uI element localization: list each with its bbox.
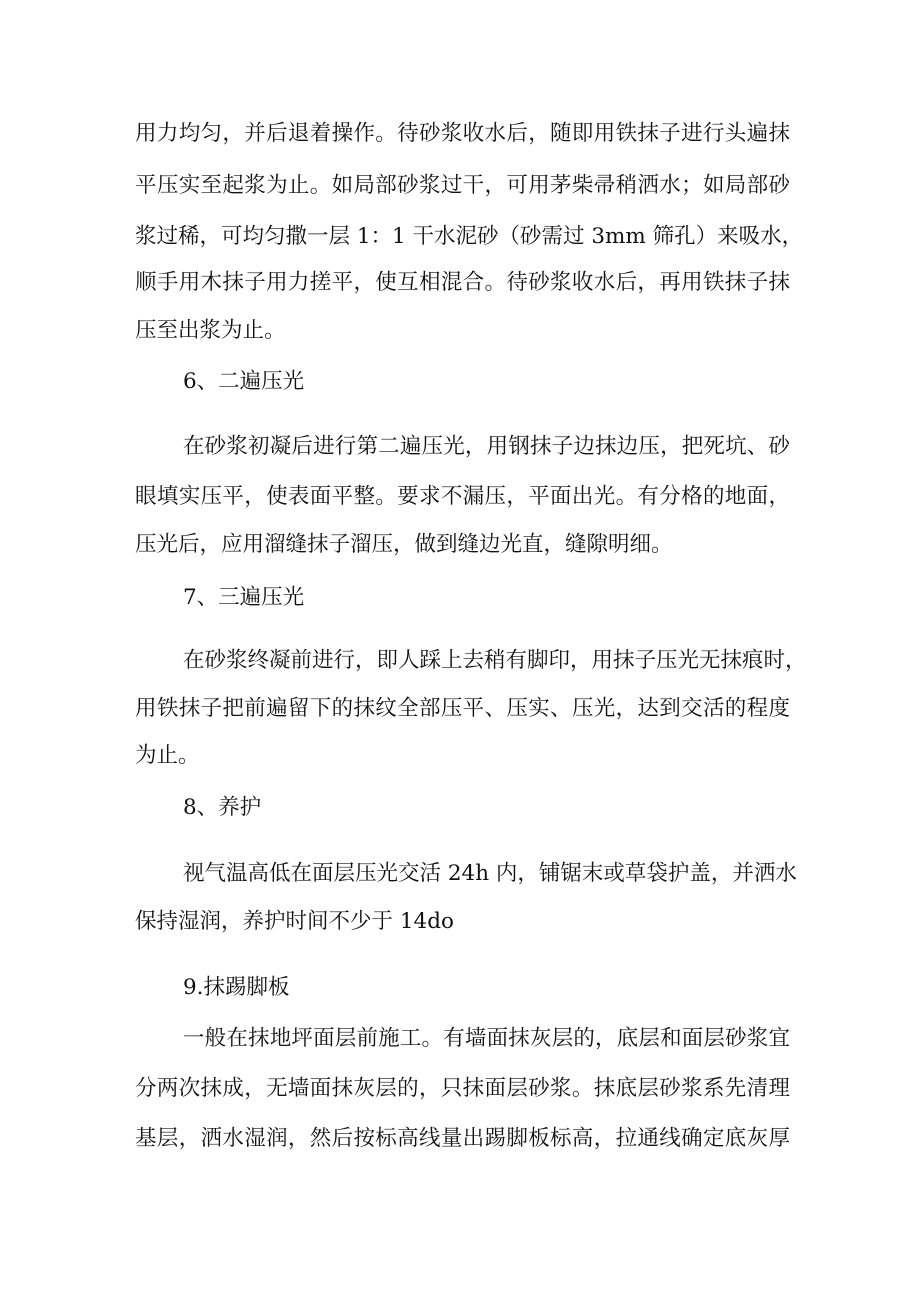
text-line: 浆过稀，可均匀撒一层 1：1 干水泥砂（砂需过 3mm 筛孔）来吸水， xyxy=(135,224,804,249)
text-line: 平压实至起浆为止。如局部砂浆过干，可用茅柴帚稍洒水；如局部砂 xyxy=(135,173,790,198)
text-line: 在砂浆终凝前进行，即人踩上去稍有脚印，用抹子压光无抹痕时， xyxy=(183,648,807,673)
text-line: 压至出浆为止。 xyxy=(135,318,286,343)
text-line: 在砂浆初凝后进行第二遍压光，用钢抹子边抹边压，把死坑、砂 xyxy=(183,434,790,459)
section-heading-8: 8、养护 xyxy=(183,795,262,820)
text-line: 分两次抹成，无墙面抹灰层的，只抹面层砂浆。抹底层砂浆系先清理 xyxy=(135,1076,790,1101)
text-line: 视气温高低在面层压光交活 24h 内，铺锯末或草袋护盖，并洒水 xyxy=(183,861,797,886)
section-heading-9: 9.抹踢脚板 xyxy=(183,975,290,1000)
text-line: 用力均匀，并后退着操作。待砂浆收水后，随即用铁抹子进行头遍抹 xyxy=(135,121,790,146)
text-line: 一般在抹地坪面层前施工。有墙面抹灰层的，底层和面层砂浆宜 xyxy=(183,1026,790,1051)
text-line: 基层，洒水湿润，然后按标高线量出踢脚板标高，拉通线确定底灰厚 xyxy=(135,1126,790,1151)
text-line: 顺手用木抹子用力搓平，使互相混合。待砂浆收水后，再用铁抹子抹 xyxy=(135,270,790,295)
text-line: 眼填实压平，使表面平整。要求不漏压，平面出光。有分格的地面， xyxy=(135,484,790,509)
text-line: 压光后，应用溜缝抹子溜压，做到缝边光直，缝隙明细。 xyxy=(135,532,673,557)
text-line: 保持湿润，养护时间不少于 14do xyxy=(135,909,454,934)
text-line: 用铁抹子把前遍留下的抹纹全部压平、压实、压光，达到交活的程度 xyxy=(135,696,790,721)
section-heading-7: 7、三遍压光 xyxy=(183,585,305,610)
text-line: 为止。 xyxy=(135,743,200,768)
section-heading-6: 6、二遍压光 xyxy=(183,369,305,394)
